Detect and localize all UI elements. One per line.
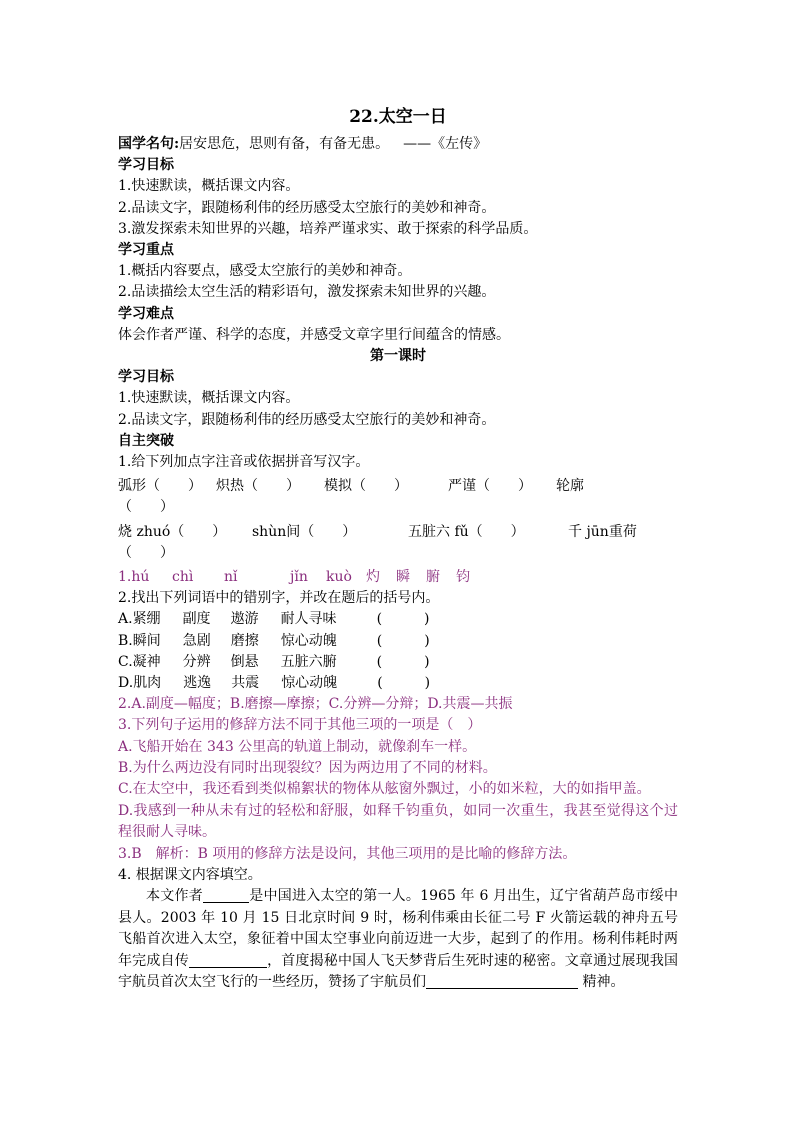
q1-answer-item: kuò [326,569,352,586]
q1-answer-item: chì [172,569,194,586]
q2-paren: ( ) [377,675,431,692]
q1-answer-item: 灼 [366,569,380,586]
q2-word: 凝神 [132,653,161,670]
goal2-item: 2.品读文字，跟随杨利伟的经历感受太空旅行的美妙和神奇。 [118,411,496,428]
q1-item: 千 jūn重荷 [568,523,637,540]
goal-item: 1.快速默读，概括课文内容。 [118,178,300,195]
goals2-heading: 学习目标 [118,369,174,386]
q4-paragraph [118,886,678,994]
goal-item: 3.激发探索未知世界的兴趣，培养严谨求实、敢于探索的科学品质。 [118,220,538,237]
q1-answer [118,567,678,588]
q2-prompt: 2.找出下列词语中的错别字，并改在题后的括号内。 [118,590,440,607]
motto [118,134,678,155]
q2-word: 肌肉 [133,675,162,692]
q1-row1-wrap: （ ） [118,499,174,516]
q2-word: 逃逸 [183,675,212,692]
motto-source: ——《左传》 [403,136,488,152]
q4-text: ，首度揭秘中国人飞天梦背后生死时速的秘密。文章通过展现我国宇航员首次太空飞行的一些经历，赞扬了宇航员们 [118,952,679,990]
q2-word: 瞬间 [132,632,161,649]
q2-option-a [118,609,678,630]
q1-item: 五脏六 fǔ（ ） [408,523,525,540]
difficulty-text: 体会作者严谨、科学的态度，并感受文章字里行间蕴含的情感。 [118,326,510,343]
lesson-title: 第一课时 [370,348,426,365]
q4-text: 精神。 [582,974,625,990]
q2-option-label: A. [118,611,133,628]
q2-word: 倒悬 [230,653,259,670]
q1-item: 轮廓 [556,478,584,495]
q2-word: 紧绷 [132,611,161,628]
q2-word: 共震 [231,675,260,692]
q1-answer-item: 瞬 [396,569,410,586]
self-study-heading: 自主突破 [118,432,174,449]
keypoint-item: 2.品读描绘太空生活的精彩语句，激发探索未知世界的兴趣。 [118,284,496,301]
q1-item: shùn间（ ） [252,523,357,540]
q4-text: 的作用。杨利伟耗时两年完成自传 [118,931,679,969]
page-title: 22.太空一日 [349,107,447,127]
goal-item: 2.品读文字，跟随杨利伟的经历感受太空旅行的美妙和神奇。 [118,199,496,216]
q2-word: 五脏六腑 [280,653,337,670]
q3-answer: 3.B 解析：B 项用的修辞方法是设问，其他三项用的是比喻的修辞方法。 [118,845,577,862]
keypoint-item: 1.概括内容要点，感受太空旅行的美妙和神奇。 [118,263,412,280]
q3-option-c: C.在太空中，我还看到类似棉絮状的物体从舷窗外飘过，小的如米粒，大的如指甲盖。 [118,781,651,798]
q2-paren: ( ) [376,611,430,628]
q3-prompt: 3.下列句子运用的修辞方法不同于其他三项的一项是（ ） [118,717,482,734]
q1-answer-item: 腑 [426,569,440,586]
q1-item: 弧形（ ） [118,478,202,495]
goals-heading: 学习目标 [118,157,174,174]
q1-row2-wrap: （ ） [118,544,174,561]
q1-row1 [118,476,678,497]
q3-option-d: D.我感到一种从未有过的轻松和舒服，如释千钧重负，如同一次重生，我甚至觉得这个过程很耐人寻味。 [118,802,678,841]
q2-option-b [118,631,678,652]
motto-label: 国学名句: [118,136,180,152]
q2-word: 急剧 [182,632,211,649]
q2-word: 遨游 [230,611,259,628]
q2-option-label: B. [118,632,133,649]
q2-answer: 2.A.副度—幅度；B.磨擦—摩擦；C.分辨—分辩；D.共震—共振 [118,696,513,713]
fill-blank-author[interactable] [203,887,249,903]
q2-word: 惊心动魄 [280,632,337,649]
q2-option-label: C. [118,653,133,670]
q2-option-d [118,673,678,694]
q2-word: 磨擦 [230,632,259,649]
fill-blank-autobiography[interactable] [189,952,267,968]
q2-word: 分辨 [182,653,211,670]
worksheet [118,104,678,994]
q3-option-b: B.为什么两边没有同时出现裂纹？因为两边用了不同的材料。 [118,759,497,776]
q1-item: 严谨（ ） [448,478,532,495]
q1-row2 [118,522,678,543]
q1-answer-item: jǐn [290,569,308,586]
q1-item: 炽热（ ） [216,478,300,495]
motto-text: 居安思危，思则有备，有备无患。 [179,136,390,152]
q1-answer-item: 钧 [456,569,470,586]
q1-item: 烧 zhuó（ ） [118,523,227,540]
q4-text: 本文作者 [146,888,203,904]
q2-word: 耐人寻味 [280,611,337,628]
q2-option-c [118,652,678,673]
difficulty-heading: 学习难点 [118,305,174,322]
q4-text: 是中国进入太空的第一人。1965 年 6 月出生，辽宁省葫芦岛市绥中县人。2003 年 10 月 15 日北京时间 9 时，杨利伟乘由长征二号 F 火箭运载的神舟五号飞船首次进入太空，象征着中国太空事业向前迈进一大步，起到了 [118,888,678,947]
q2-option-label: D. [118,675,134,692]
q2-paren: ( ) [376,653,430,670]
q2-paren: ( ) [376,632,430,649]
goal2-item: 1.快速默读，概括课文内容。 [118,390,300,407]
fill-blank-spirit[interactable] [426,973,578,989]
q4-prompt: 4. 根据课文内容填空。 [118,866,262,883]
q1-item: 模拟（ ） [324,478,408,495]
keypoints-heading: 学习重点 [118,242,174,259]
q1-answer-item: nǐ [224,569,238,586]
q2-word: 惊心动魄 [281,675,338,692]
q2-word: 副度 [182,611,211,628]
q1-answer-item: 1.hú [118,569,150,586]
q3-option-a: A.飞船开始在 343 公里高的轨道上制动，就像刹车一样。 [118,738,477,755]
q1-prompt: 1.给下列加点字注音或依据拼音写汉字。 [118,454,370,471]
